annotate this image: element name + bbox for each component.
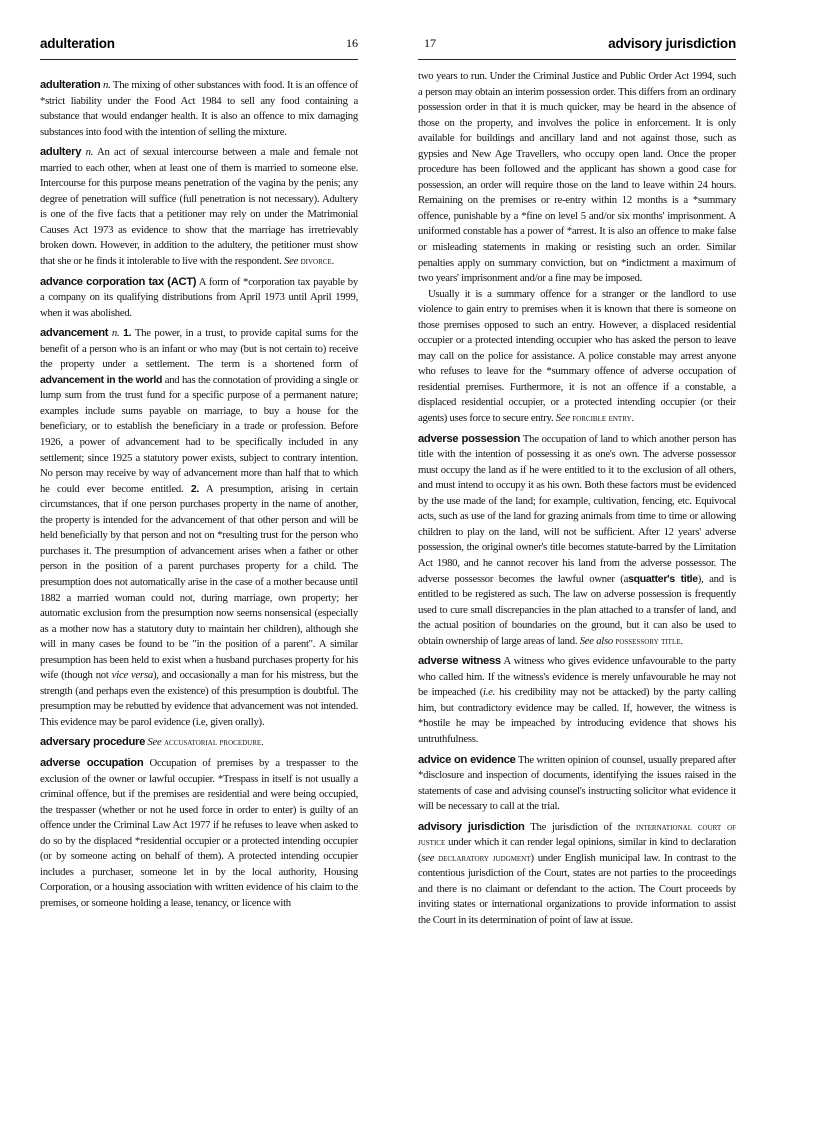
entry-text: A presumption, arising in certain circumstances, that if one person purchases property in the name of another, the property is intended for the advancement of that other person and will be held beneficially by that person and not on *resulting trust for the person who purchases it. The presumption of advancement arises when a father or other person in the position of a parent purchases property for a child. The presumption does not automatically arise in the case of a mother because until 1882 a married woman could not, during marriage, own property; her automatic exclusion from the presumption now seems nonsensical (especially as a mother now has a statutory duty to maintain her children), although she will in many cases be found to be "in the position of a parent". A similar presumption has been held to exist when a husband purchases property for his wife (though not bbox=[40, 482, 358, 682]
entry-keyword: squatter's title bbox=[628, 572, 698, 585]
entry-cross-reference: international court of justice bbox=[418, 821, 737, 849]
entry-cross-reference: declaratory judgment bbox=[438, 852, 531, 864]
entry-text: Occupation of premises by a trespasser to the exclusion of the owner or lawful occupier. *Trespass in itself is not usually a criminal offence, but if the premises are residential and were being occupied, the trespasser (whether or not he used force in order to enter) is guilty of an offence under the Criminal Law Act 1977 if he refuses to leave when asked to do so by the displaced *residential occupier or a protected intending occupier (or by someone acting on behalf of them). A protected intending occupier includes a purchaser, someone let in by the local authority, Housing Corporation, or a housing association with written evidence of his claim to the premises, or someone holding a lease, tenancy, or licence with bbox=[40, 756, 358, 909]
entry-keyword: advancement in the world bbox=[40, 373, 163, 386]
entry-text: his credibility may not be attacked) by the party calling him, but contradictory evidence may be called. If, however, the witness is *hostile he may be impeached by introducing evidence that shows his untruthfulness. bbox=[418, 686, 737, 745]
left-header-rule bbox=[40, 59, 358, 60]
entry-headword: advance corporation tax (ACT) bbox=[40, 275, 197, 288]
entry-headword: adverse possession bbox=[418, 432, 521, 445]
entry-text: and has the connotation of providing a single or lump sum from the trust fund for a specific purpose of a permanent nature; examples include sums payable on marriage, to buy a house for the beneficiary, or to establish the beneficiary in a trade or profession. Before 1926, a power of advancement had to be specifically included in any settlement; since 1925 a statutory power exists, subject to contrary intention. No person may receive by way of advancement more than half that to which he could ever become entitled. bbox=[40, 373, 358, 495]
entry-adverse-possession bbox=[418, 432, 736, 650]
entry-italic-phrase: vice versa bbox=[111, 669, 153, 682]
entry-pos: n. bbox=[85, 146, 94, 159]
entry-headword: advisory jurisdiction bbox=[418, 820, 525, 833]
entry-headword: adultery bbox=[40, 146, 82, 159]
entry-headword: adversary procedure bbox=[40, 736, 145, 749]
entry-advancement bbox=[40, 326, 358, 730]
right-header-word: advisory jurisdiction bbox=[608, 36, 736, 51]
entry-advance-corporation-tax bbox=[40, 275, 358, 322]
left-page-body bbox=[40, 78, 358, 911]
entry-cross-reference: possessory title. bbox=[615, 635, 683, 647]
entry-text: An act of sexual intercourse between a male and female not married to each other, when at least one of them is married to someone else. Intercourse for this purpose means penetration of the vagina by the penis; any degree of penetration will suffice (full penetration is not necessary). Adultery is one of the five facts that a petitioner may rely on under the Matrimonial Causes Act 1973 as evidence to show that the marriage has irretrievably broken down. However, in addition to the adultery, the petitioner must show that she or he finds it intolerable to live with the respondent. bbox=[40, 146, 359, 268]
entry-cross-reference: forcible entry. bbox=[572, 413, 634, 425]
entry-see-label: See also bbox=[579, 634, 614, 647]
right-page-body bbox=[418, 69, 736, 934]
entry-headword: adverse witness bbox=[418, 655, 501, 668]
entry-see-label: See bbox=[284, 255, 299, 268]
entry-adulteration bbox=[40, 78, 358, 140]
sense-number: 2. bbox=[190, 482, 199, 495]
entry-adversary-procedure bbox=[40, 735, 358, 751]
entry-text: A form of *corporation tax payable by a company on its qualifying distributions from April 1973 until April 1999, when it was abolished. bbox=[40, 275, 358, 319]
entry-headword: adverse occupation bbox=[40, 756, 144, 769]
entry-cross-reference: accusatorial procedure. bbox=[163, 737, 264, 749]
entry-text: ), and is entitled to be registered as such. The law on adverse possession is frequently used to cure small discrepancies in the plan attached to a transfer of land, and the actual position of boundaries on the ground, but it can also be used to obtain ownership of large areas of land. bbox=[418, 572, 736, 647]
entry-cross-reference: divorce. bbox=[300, 256, 335, 268]
entry-headword: advice on evidence bbox=[418, 753, 516, 766]
entry-pos: n. bbox=[111, 327, 120, 340]
entry-text: ), and occasionally a man for his mistress, but the strength (and perhaps even the existence) of this presumption is doubtful. The presumption may be rebutted by evidence that advancement was not intended. This evidence may be parol evidence (i.e, given orally). bbox=[40, 669, 359, 728]
left-running-header bbox=[40, 36, 358, 56]
left-header-word: adulteration bbox=[40, 36, 115, 51]
entry-pos: n. bbox=[103, 79, 111, 91]
entry-see-label: See bbox=[555, 412, 570, 425]
entry-text: A witness who gives evidence unfavourable to the party who called him. If the witness's evidence is merely unfavourable he may not be impeached ( bbox=[418, 655, 736, 699]
right-running-header bbox=[418, 36, 736, 56]
entry-see-label: See bbox=[147, 736, 162, 749]
entry-continuation-paragraph bbox=[418, 287, 736, 427]
left-page-number: 16 bbox=[346, 36, 358, 50]
right-header-rule bbox=[418, 59, 736, 60]
entry-text: The mixing of other substances with food. It is an offence of *strict liability under the Food Act 1984 to sell any food containing a substance that would endanger health. It is also an offence to mix damaging substances into food with the intention of selling the mixture. bbox=[40, 79, 358, 138]
entry-headword: advancement bbox=[40, 327, 109, 340]
entry-text: two years to run. Under the Criminal Justice and Public Order Act 1994, such a person may obtain an interim possession order. This differs from an ordinary possession order in that it is much quicker, may be heard in the absence of those on the property, and involves the police in enforcement. It is only available for buildings and ancillary land and not against those, such as gypsies and New Age Travellers, who occupy open land. Once the proper procedure has been followed and the applicant has shown a good case for possession, an order will require those on the land to leave within 24 hours. Remaining on the premises or re-entry within 12 months is a *summary offence, punishable by a *fine on level 5 and/or six months' imprisonment. A uniformed constable has a power of *arrest. It is also an offence to make false or misleading statements in making or resisting such an order. Similar penalties apply on summary conviction, but on *indictment a maximum of two years' imprisonment and/or a fine may be imposed. bbox=[418, 70, 736, 285]
entry-italic-phrase: i.e. bbox=[483, 686, 496, 699]
sense-number: 1. bbox=[123, 327, 132, 340]
entry-adultery bbox=[40, 145, 358, 269]
right-page-number: 17 bbox=[424, 36, 436, 50]
entry-adverse-witness bbox=[418, 654, 736, 747]
entry-text: The written opinion of counsel, usually prepared after *disclosure and inspection of documents, identifying the issues raised in the statements of case and advising counsel's instructing solicitor what evidence it will be necessary to call at the trial. bbox=[418, 753, 736, 813]
entry-text: under which it can render legal opinions, similar in kind to declaration ( bbox=[418, 836, 736, 864]
entry-headword: adulteration bbox=[40, 79, 101, 91]
entry-text: ) under English municipal law. In contrast to the contentious jurisdiction of the Court, states are not parties to the proceedings and there is no claimant or defendant to the action. The Court proceeds by inviting states or international organizations to provide information to assist the Court in its determination of point of law at issue. bbox=[418, 851, 736, 926]
entry-text: The jurisdiction of the bbox=[530, 820, 631, 833]
entry-adverse-occupation bbox=[40, 756, 358, 911]
entry-see-label: see bbox=[421, 851, 435, 864]
entry-text: The occupation of land to which another person has title with the intention of possessing it as one's own. The adverse possessor must occupy the land as if he were entitled to it to the exclusion of all others, and must intend to occupy it as his own. Both these factors must be evidenced by the use made of the land; for example, cultivation, fencing, etc. Equivocal acts, such as use of the land for grazing animals from time to time or allowing children to play on the land, will not be sufficient. After 12 years' adverse possession, the original owner's title becomes statute-barred by the Limitation Act 1980, and he cannot recover his land from the adverse possessor. The adverse possessor becomes the lawful owner (a bbox=[418, 432, 736, 585]
entry-advisory-jurisdiction bbox=[418, 820, 736, 929]
entry-text: Usually it is a summary offence for a stranger or the landlord to use violence to gain entry to premises when it is known that there is someone on those premises opposed to such an entry. However, a displaced residential occupier or a protected intending occupier who has asked the person to leave may call on the police for assistance. A police constable may arrest anyone who refuses to leave for the *summary offence of adverse occupation of residential premises. Furthermore, it is not an offence if a constable, a displaced residential occupier, or a protected intending occupier (or their agents) uses force to secure entry. bbox=[418, 287, 736, 425]
entry-text: The power, in a trust, to provide capital sums for the benefit of a person who is an infant or who may (but is not certain to) receive the property under a settlement. The term is a shortened form of bbox=[40, 327, 359, 371]
entry-continuation-paragraph bbox=[418, 69, 736, 287]
entry-advice-on-evidence bbox=[418, 753, 736, 815]
